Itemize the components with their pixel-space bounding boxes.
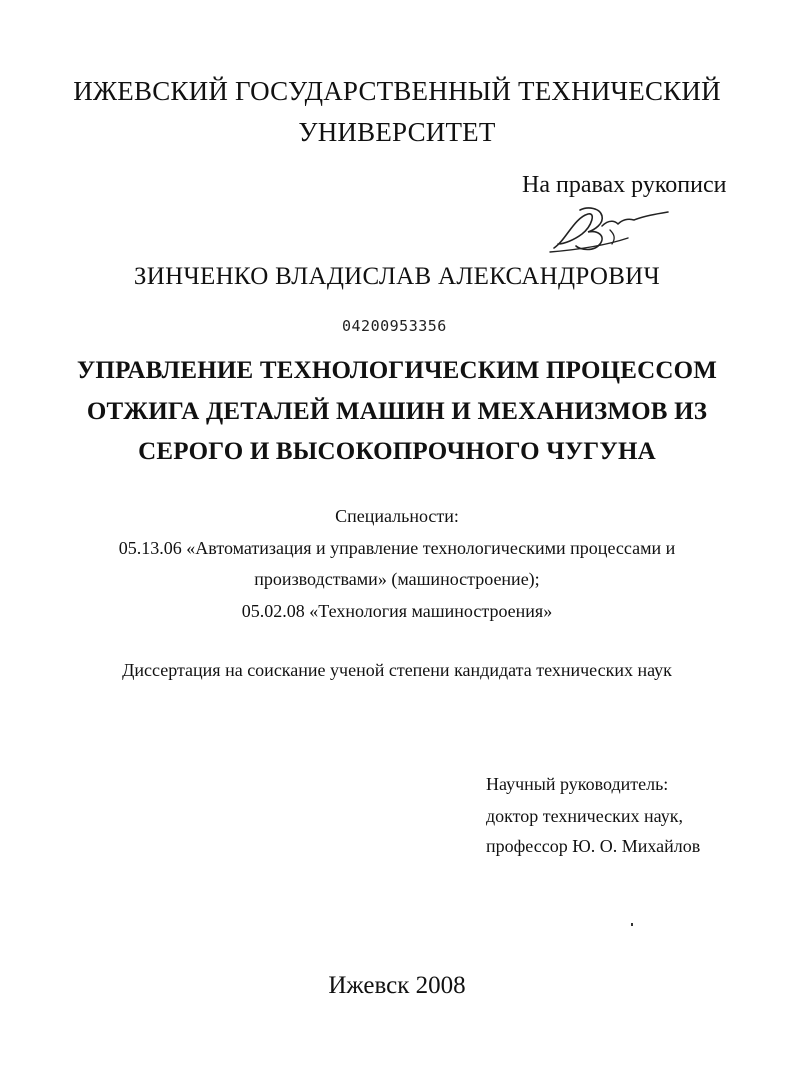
advisor-heading: Научный руководитель:: [486, 774, 669, 794]
registration-number: 04200953356: [342, 317, 447, 335]
university-name-line2: УНИВЕРСИТЕТ: [298, 117, 496, 147]
specialties-heading: Специальности:: [335, 506, 459, 526]
specialty-line1: 05.13.06 «Автоматизация и управление технологическими процессами и: [118, 538, 676, 558]
degree-statement: Диссертация на соискание ученой степени кандидата технических наук: [122, 660, 672, 680]
city-year: Ижевск 2008: [328, 972, 466, 999]
specialty-line2: производствами» (машиностроение);: [254, 569, 540, 589]
signature-icon: [544, 200, 674, 260]
title-line1: УПРАВЛЕНИЕ ТЕХНОЛОГИЧЕСКИМ ПРОЦЕССОМ: [76, 357, 718, 384]
advisor-degree: доктор технических наук,: [486, 806, 683, 826]
title-line3: СЕРОГО И ВЫСОКОПРОЧНОГО ЧУГУНА: [138, 438, 656, 465]
advisor-name: профессор Ю. О. Михайлов: [486, 836, 701, 856]
author-name: ЗИНЧЕНКО ВЛАДИСЛАВ АЛЕКСАНДРОВИЧ: [133, 263, 661, 290]
manuscript-note: На правах рукописи: [522, 172, 727, 198]
specialty-line3: 05.02.08 «Технология машиностроения»: [241, 601, 553, 621]
title-line2: ОТЖИГА ДЕТАЛЕЙ МАШИН И МЕХАНИЗМОВ ИЗ: [86, 398, 708, 425]
scan-speck: [631, 923, 633, 926]
university-name-line1: ИЖЕВСКИЙ ГОСУДАРСТВЕННЫЙ ТЕХНИЧЕСКИЙ: [73, 76, 721, 106]
